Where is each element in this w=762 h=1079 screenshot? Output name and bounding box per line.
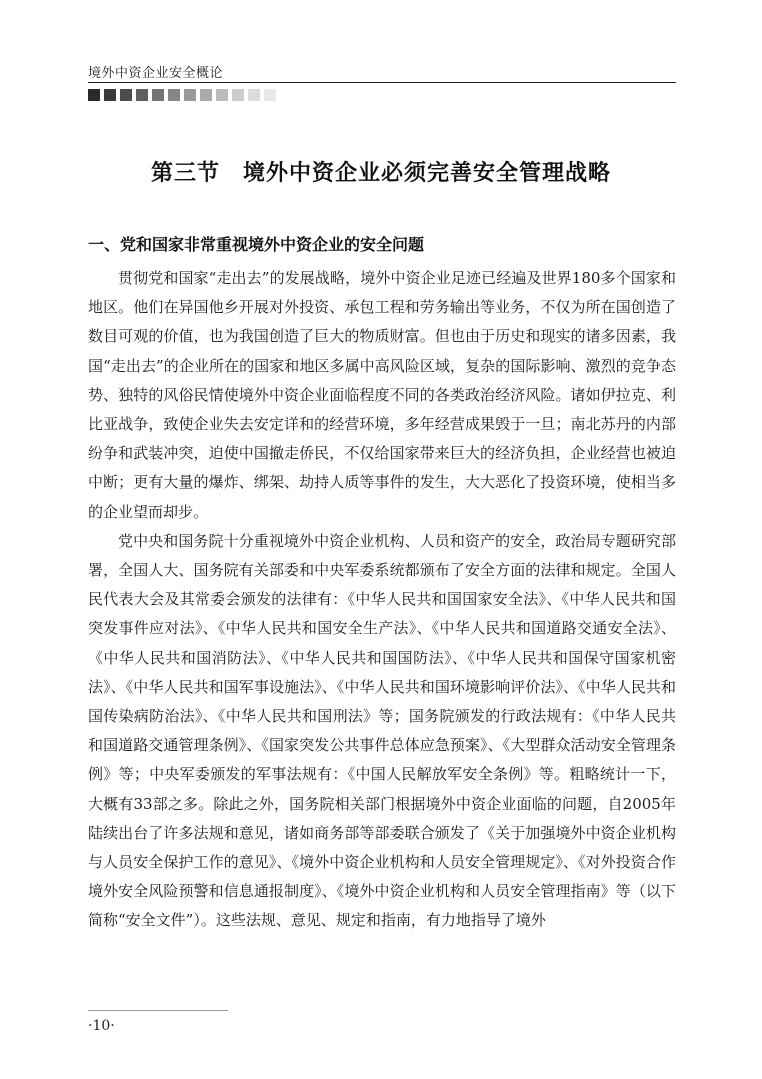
body-text — [88, 264, 676, 936]
header-square — [104, 89, 116, 101]
header-rule — [88, 82, 676, 83]
subsection-heading: 一、党和国家非常重视境外中资企业的安全问题 — [88, 235, 425, 254]
header-square — [152, 89, 164, 101]
header-square — [200, 89, 212, 101]
header-square — [264, 89, 276, 101]
header-square — [136, 89, 148, 101]
header-square — [168, 89, 180, 101]
header-square — [120, 89, 132, 101]
running-header: 境外中资企业安全概论 — [88, 66, 224, 81]
header-square-strip — [88, 89, 276, 101]
section-title: 第三节 境外中资企业必须完善安全管理战略 — [150, 161, 611, 186]
page-number: ·10· — [88, 1018, 115, 1034]
header-square — [248, 89, 260, 101]
paragraph: 党中央和国务院十分重视境外中资企业机构、人员和资产的安全，政治局专题研究部署，全国人大、国务院有关部委和中央军委系统都颁布了安全方面的法律和规定。全国人民代表大会及其常委会颁发的法律有：《中华人民共和国国家安全法》、《中华人民共和国突发事件应对法》、《中华人民共和国安全生产法》、《中华人民共和国道路交通安全法》、《中华人民共和国消防法》、《中华人民共和国国防法》、《中华人民共和国保守国家机密法》、《中华人民共和国军事设施法》、《中华人民共和国环境影响评价法》、《中华人民共和国传染病防治法》、《中华人民共和国刑法》等；国务院颁发的行政法规有：《中华人民共和国道路交通管理条例》、《国家突发公共事件总体应急预案》、《大型群众活动安全管理条例》等；中央军委颁发的军事法规有：《中国人民解放军安全条例》等。粗略统计一下，大概有33部之多。除此之外，国务院相关部门根据境外中资企业面临的问题，自2005年陆续出台了许多法规和意见，诸如商务部等部委联合颁发了《关于加强境外中资企业机构与人员安全保护工作的意见》、《境外中资企业机构和人员安全管理规定》、《对外投资合作境外安全风险预警和信息通报制度》、《境外中资企业机构和人员安全管理指南》等（以下简称“安全文件”）。这些法规、意见、规定和指南，有力地指导了境外 — [88, 531, 676, 930]
header-square — [232, 89, 244, 101]
header-square — [184, 89, 196, 101]
footer-rule — [88, 1010, 228, 1011]
paragraph: 贯彻党和国家“走出去”的发展战略，境外中资企业足迹已经遍及世界180多个国家和地区。他们在异国他乡开展对外投资、承包工程和劳务输出等业务，不仅为所在国创造了数目可观的价值，也为我国创造了巨大的物质财富。但也由于历史和现实的诸多因素，我国“走出去”的企业所在的国家和地区多属中高风险区域，复杂的国际影响、激烈的竞争态势、独特的风俗民情使境外中资企业面临程度不同的各类政治经济风险。诸如伊拉克、利比亚战争，致使企业失去安定详和的经营环境，多年经营成果毁于一旦；南北苏丹的内部纷争和武装冲突，迫使中国撤走侨民，不仅给国家带来巨大的经济负担，企业经营也被迫中断；更有大量的爆炸、绑架、劫持人质等事件的发生，大大恶化了投资环境，使相当多的企业望而却步。 — [88, 269, 676, 521]
header-square — [216, 89, 228, 101]
header-square — [88, 89, 100, 101]
